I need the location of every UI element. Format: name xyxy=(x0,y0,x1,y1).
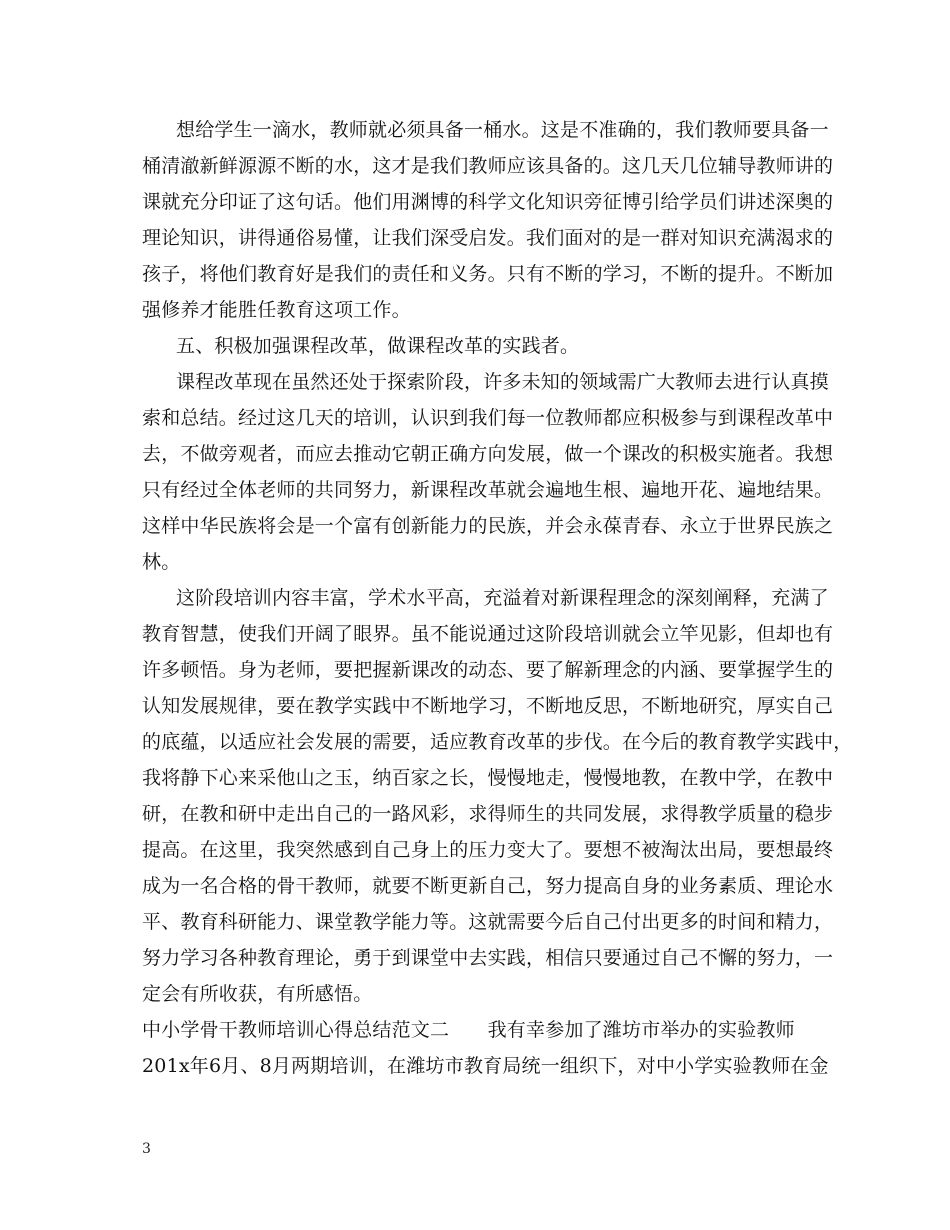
text-line: 认知发展规律，要在教学实践中不断地学习，不断地反思，不断地研究，厚实自己 xyxy=(142,695,834,717)
text-line: 成为一名合格的骨干教师，就要不断更新自己，努力提高自身的业务素质、理论水 xyxy=(142,875,834,897)
text-line: 中小学骨干教师培训心得总结范文二 我有幸参加了潍坊市举办的实验教师 xyxy=(142,1019,795,1041)
text-line: 201x年6月、8月两期培训，在潍坊市教育局统一组织下，对中小学实验教师在金 xyxy=(142,1055,829,1077)
text-line: 平、教育科研能力、课堂教学能力等。这就需要今后自己付出更多的时间和精力， xyxy=(142,911,834,933)
text-line: 索和总结。经过这几天的培训，认识到我们每一位教师都应积极参与到课程改革中 xyxy=(142,407,834,429)
text-line: 研，在教和研中走出自己的一路风彩，求得师生的共同发展，求得教学质量的稳步 xyxy=(142,803,834,825)
text-line: 这样中华民族将会是一个富有创新能力的民族，并会永葆青春、永立于世界民族之 xyxy=(142,515,834,537)
text-line: 强修养才能胜任教育这项工作。 xyxy=(142,299,411,321)
text-line: 桶清澈新鲜源源不断的水，这才是我们教师应该具备的。这几天几位辅导教师讲的 xyxy=(142,155,834,177)
text-line: 教育智慧，使我们开阔了眼界。虽不能说通过这阶段培训就会立竿见影，但却也有 xyxy=(142,623,834,645)
text-line: 想给学生一滴水，教师就必须具备一桶水。这是不准确的，我们教师要具备一 xyxy=(176,119,829,141)
text-line: 我将静下心来采他山之玉，纳百家之长，慢慢地走，慢慢地教，在教中学，在教中 xyxy=(142,767,834,789)
page-number: 3 xyxy=(142,1141,151,1157)
text-line: 定会有所收获，有所感悟。 xyxy=(142,983,373,1005)
text-line: 课就充分印证了这句话。他们用渊博的科学文化知识旁征博引给学员们讲述深奥的 xyxy=(142,191,834,213)
text-line: 这阶段培训内容丰富，学术水平高，充溢着对新课程理念的深刻阐释，充满了 xyxy=(176,587,829,609)
text-line: 孩子，将他们教育好是我们的责任和义务。只有不断的学习，不断的提升。不断加 xyxy=(142,263,834,285)
text-line: 提高。在这里，我突然感到自己身上的压力变大了。要想不被淘汰出局，要想最终 xyxy=(142,839,834,861)
text-line: 许多顿悟。身为老师，要把握新课改的动态、要了解新理念的内涵、要掌握学生的 xyxy=(142,659,834,681)
text-line: 的底蕴，以适应社会发展的需要，适应教育改革的步伐。在今后的教育教学实践中， xyxy=(142,731,853,753)
text-line: 只有经过全体老师的共同努力，新课程改革就会遍地生根、遍地开花、遍地结果。 xyxy=(142,479,834,501)
text-line: 课程改革现在虽然还处于探索阶段，许多未知的领域需广大教师去进行认真摸 xyxy=(176,371,829,393)
text-line: 去，不做旁观者，而应去推动它朝正确方向发展，做一个课改的积极实施者。我想 xyxy=(142,443,834,465)
section-heading: 五、积极加强课程改革，做课程改革的实践者。 xyxy=(176,335,580,357)
text-line: 努力学习各种教育理论，勇于到课堂中去实践，相信只要通过自己不懈的努力，一 xyxy=(142,947,834,969)
text-line: 理论知识，讲得通俗易懂，让我们深受启发。我们面对的是一群对知识充满渴求的 xyxy=(142,227,834,249)
text-line: 林。 xyxy=(142,551,181,573)
